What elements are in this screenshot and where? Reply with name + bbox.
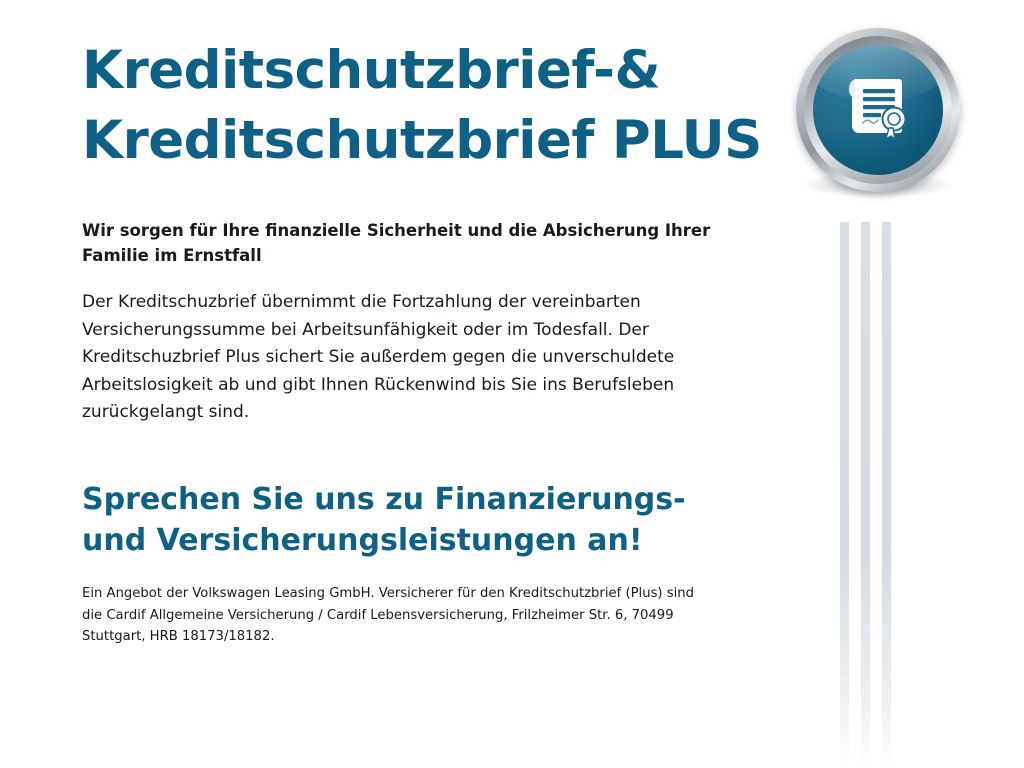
badge-outer-ring	[796, 28, 960, 192]
decorative-stripes	[828, 222, 908, 768]
call-to-action-heading: Sprechen Sie uns zu Finanzierungs- und Versicherungsleistungen an!	[82, 481, 686, 559]
badge-emblem	[786, 22, 970, 206]
certificate-document-seal-icon	[813, 45, 943, 175]
stripe-3	[882, 222, 891, 768]
stripe-1	[840, 222, 849, 768]
body-paragraph: Der Kreditschuzbrief übernimmt die Fortzahlung der vereinbarten Versicherungssumme bei Arbeitsunfähigkeit oder im Todesfall. Der Kreditschuzbrief Plus sichert Sie außerdem gegen die unverschuldete Arbeitslosigkeit ab und gibt Ihnen Rückenwind bis Sie ins Berufsleben zurückgelangt sind.	[82, 292, 675, 423]
badge-face	[813, 45, 943, 175]
stripe-2	[861, 222, 870, 768]
lead-paragraph: Wir sorgen für Ihre finanzielle Sicherheit und die Absicherung Ihrer Familie im Ernstfall	[82, 220, 711, 266]
badge-inner-ring	[804, 36, 952, 184]
legal-disclaimer: Ein Angebot der Volkswagen Leasing GmbH. Versicherer für den Kreditschutzbrief (Plus) sind die Cardif Allgemeine Versicherung / Cardif Lebensversicherung, Frilzheimer Str. 6, 70499 Stuttgart, HRB 18173/18182.	[82, 586, 695, 645]
content-column	[82, 0, 762, 648]
page-title: Kreditschutzbrief-& Kreditschutzbrief PLUS	[82, 40, 762, 171]
